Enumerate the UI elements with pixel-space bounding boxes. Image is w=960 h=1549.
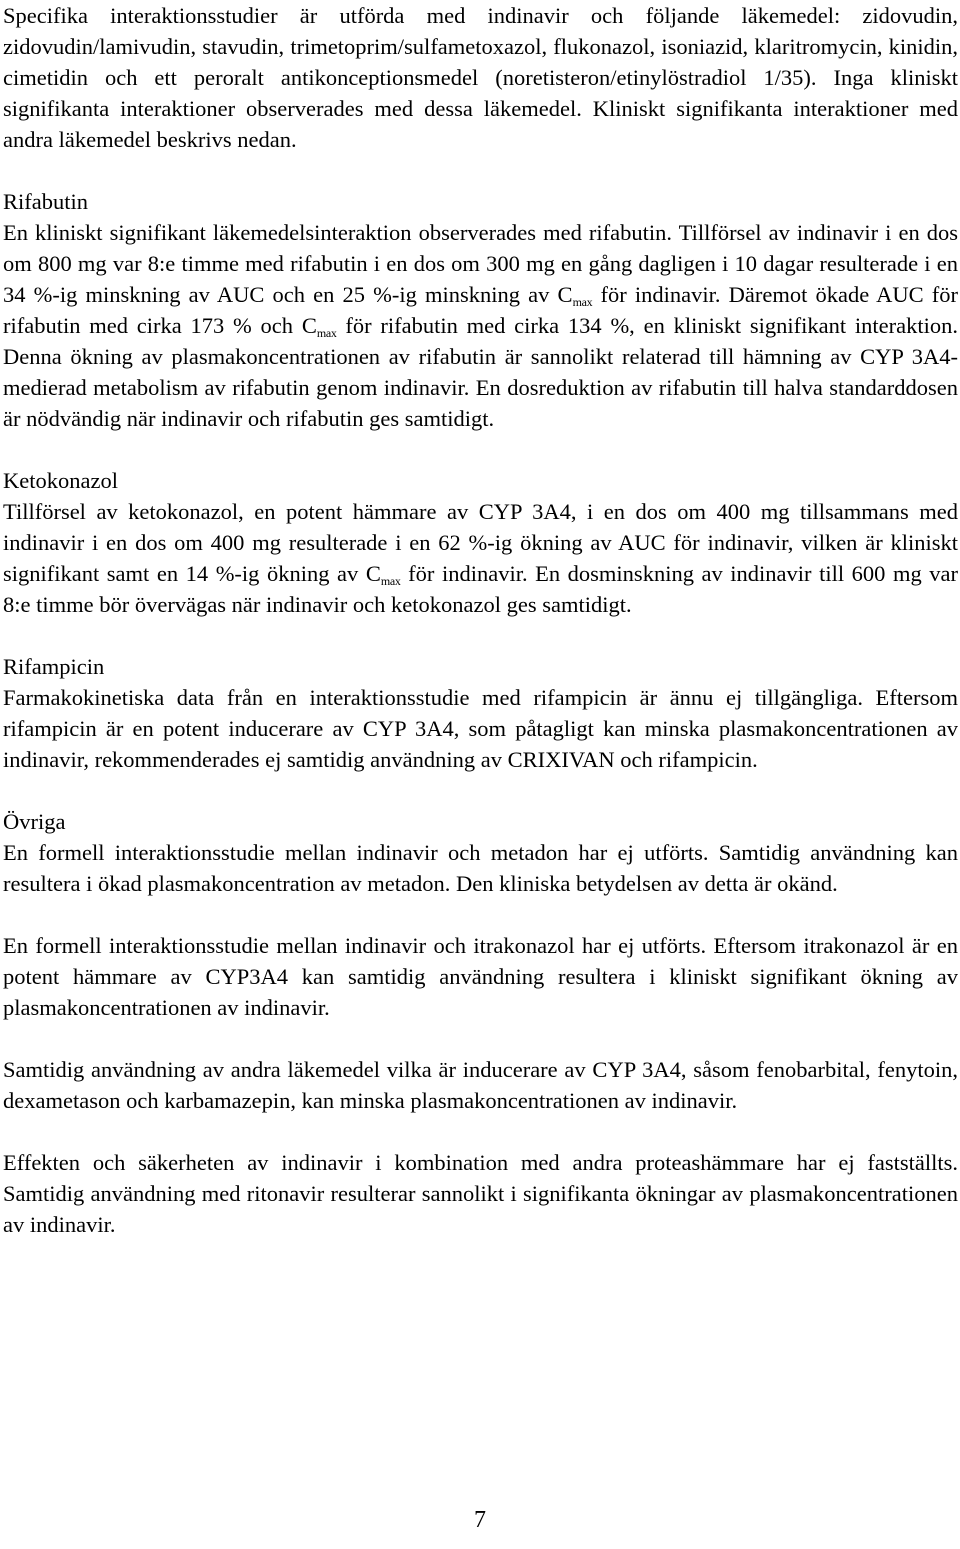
subscript-max: max <box>316 326 337 340</box>
section-heading-rifampicin: Rifampicin <box>3 654 105 679</box>
spacer <box>3 1023 958 1054</box>
subscript-max: max <box>380 574 401 588</box>
ketokonazol-paragraph <box>3 496 958 620</box>
text-run: för indinavir. En dosminskning av indinavir till 600 mg var 8:e timme bör övervägas när indinavir och ketokonazol ges samtidigt. <box>3 561 958 617</box>
section-heading-rifabutin: Rifabutin <box>3 189 88 214</box>
spacer <box>3 155 958 186</box>
text-run: för rifabutin med cirka 134 %, en kliniskt signifikant interaktion. Denna ökning av plasmakoncentrationen av rifabutin är sannolikt relaterad till hämning av CYP 3A4-medierad metabolism av rifabutin genom indinavir. En dosreduktion av rifabutin till halva standarddosen är nödvändig när indinavir och rifabutin ges samtidigt. <box>3 313 958 431</box>
section-rifampicin <box>3 651 958 775</box>
document-page <box>3 0 958 1240</box>
section-heading-ketokonazol: Ketokonazol <box>3 468 118 493</box>
spacer <box>3 1116 958 1147</box>
page-number: 7 <box>474 1507 486 1533</box>
subscript-max: max <box>572 295 593 309</box>
ovriga-paragraph-inducerare: Samtidig användning av andra läkemedel vilka är inducerare av CYP 3A4, såsom fenobarbital, fenytoin, dexametason och karbamazepin, kan minska plasmakoncentrationen av indinavir. <box>3 1057 958 1113</box>
text-run: En kliniskt signifikant läkemedelsinteraktion observerades med rifabutin. Tillförsel av indinavir i en dos om 800 mg var 8:e timme med rifabutin i en dos om 300 mg en gång dagligen i 10 dagar resulterade i en 34 %-ig minskning av AUC och en 25 %-ig minskning av C <box>3 220 958 307</box>
spacer <box>3 620 958 651</box>
spacer <box>3 775 958 806</box>
rifabutin-paragraph <box>3 217 958 434</box>
section-heading-ovriga: Övriga <box>3 809 66 834</box>
text-run: för indinavir. Däremot ökade AUC för rifabutin med cirka 173 % och C <box>3 282 958 338</box>
ovriga-paragraph-itrakonazol: En formell interaktionsstudie mellan indinavir och itrakonazol har ej utförts. Eftersom itrakonazol är en potent hämmare av CYP3A4 kan samtidig användning resultera i kliniskt signifikant ökning av plasmakoncentrationen av indinavir. <box>3 933 958 1020</box>
intro-paragraph: Specifika interaktionsstudier är utförda med indinavir och följande läkemedel: zidovudin, zidovudin/lamivudin, stavudin, trimetoprim/sulfametoxazol, flukonazol, isoniazid, klaritromycin, kinidin, cimetidin och ett peroralt antikonceptionsmedel (noretisteron/etinylöstradiol 1/35). Inga kliniskt signifikanta interaktioner observerades med dessa läkemedel. Kliniskt signifikanta interaktioner med andra läkemedel beskrivs nedan. <box>3 3 958 152</box>
text-run: Tillförsel av ketokonazol, en potent hämmare av CYP 3A4, i en dos om 400 mg tillsammans med indinavir i en dos om 400 mg resulterade i en 62 %-ig ökning av AUC för indinavir, vilken är kliniskt signifikant samt en 14 %-ig ökning av C <box>3 499 958 586</box>
section-ovriga <box>3 806 958 1240</box>
section-rifabutin <box>3 186 958 434</box>
ovriga-paragraph-proteashammare: Effekten och säkerheten av indinavir i kombination med andra proteashämmare har ej fastställts. Samtidig användning med ritonavir resulterar sannolikt i signifikanta ökningar av plasmakoncentrationen av indinavir. <box>3 1150 958 1237</box>
ovriga-paragraph-metadon: En formell interaktionsstudie mellan indinavir och metadon har ej utförts. Samtidig användning kan resultera i ökad plasmakoncentration av metadon. Den kliniska betydelsen av detta är okänd. <box>3 840 958 896</box>
rifampicin-paragraph: Farmakokinetiska data från en interaktionsstudie med rifampicin är ännu ej tillgängliga. Eftersom rifampicin är en potent inducerare av CYP 3A4, som påtagligt kan minska plasmakoncentrationen av indinavir, rekommenderades ej samtidig användning av CRIXIVAN och rifampicin. <box>3 685 958 772</box>
spacer <box>3 434 958 465</box>
spacer <box>3 899 958 930</box>
section-ketokonazol <box>3 465 958 620</box>
